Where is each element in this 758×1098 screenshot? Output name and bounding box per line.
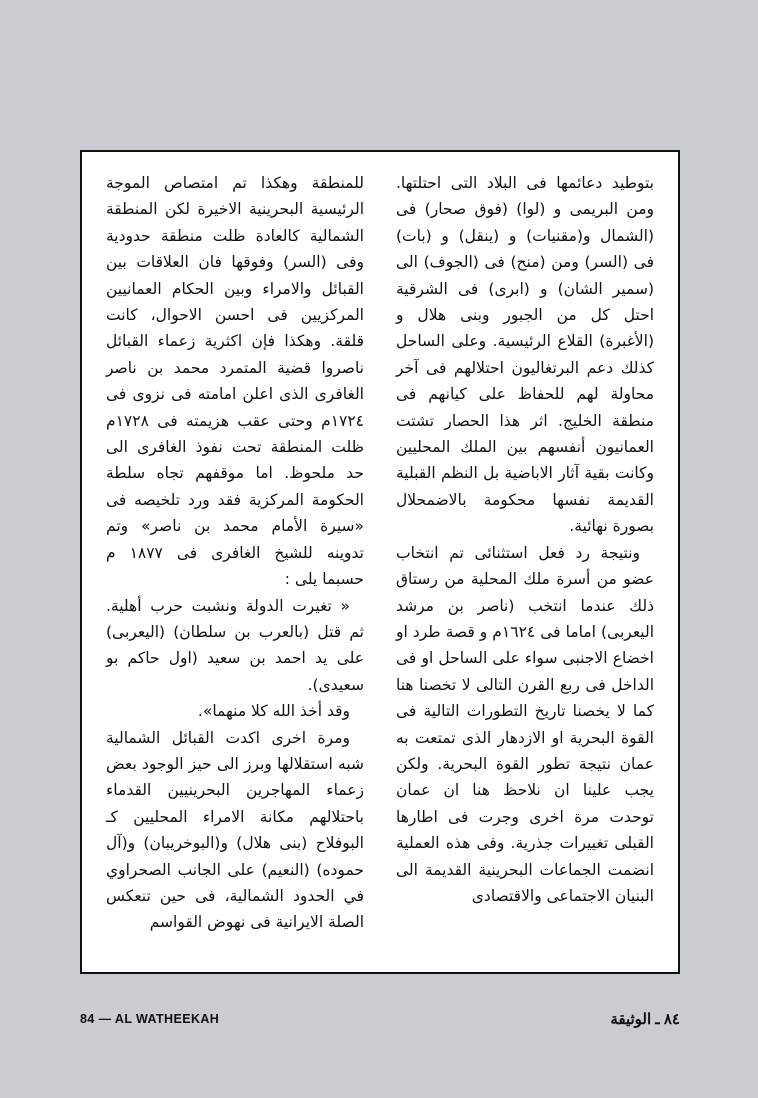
paragraph: بتوطيد دعائمها فى البلاد التى احتلتها. ومن البريمى و (لوا) (فوق صحار) فى (الشمال و(مقنيات) و (ينقل) و (بات) فى (السر) ومن (منح) فى (الجوف) الى (سمير الشان) و (ابرى) فى الشرقية احتل كل من الجبور وبنى هلال و (الأغبرة) القلاع الرئيسية. وعلى الساحل كذلك دعم البرتغاليون احتلالهم فى آخر محاولة لهم للحفاظ على كيانهم فى منطقة الخليج. اثر هذا الحصار تشتت العمانيون أنفسهم بين الملك المحليين وكانت بقية آثار الاباضية بل النظم القبلية القديمة نفسها محكومة بالاضمحلال بصورة نهائية. — [396, 174, 654, 536]
quote-paragraph: وقد أخذ الله كلا منهما». — [197, 702, 350, 721]
footer-page-number-latin: 84 — AL WATHEEKAH — [80, 1012, 220, 1026]
quote-paragraph: « تغيرت الدولة ونشبت حرب أهلية. ثم قتل (بالعرب بن سلطان) (اليعربى) على يد احمد بن سعيد (اول حاكم بو سعيدى). — [106, 596, 364, 694]
footer-page-number-arabic: ٨٤ ـ الوثيقة — [610, 1011, 680, 1028]
page-footer — [80, 1012, 680, 1032]
article-column-left — [106, 170, 364, 936]
paragraph: ونتيجة رد فعل استثنائى تم انتخاب عضو من أسرة ملك المحلية من رستاق ذلك عندما انتخب (ناصر بن مرشد اليعربى) اماما فى ١٦٢٤م و قصة طرد او اخضاع الاجنبى سواء على الساحل او فى الداخل فى ربع القرن التالى لا تخصنا هنا كما لا يخصنا تاريخ التطورات التالية فى القوة البحرية او الازدهار الذى تمتعت به عمان نتيجة تطور القوة البحرية. ولكن يجب علينا ان نلاحظ هنا ان عمان توحدت مرة اخرى وجرت فى اطارها القبلى تغييرات جذرية. وفى هذه العملية انضمت الجماعات البحرينية القديمة الى البنيان الاجتماعى والاقتصادى — [396, 543, 654, 905]
paragraph: ومرة اخرى اكدت القبائل الشمالية شبه استقلالها وبرز الى حيز الوجود بعض زعماء المهاجرين البحرينيين القدماء باحتلالهم مكانة الامراء المحليين كـ البوفلاح (بنى هلال) و(البوخريبان) و(آل حموده) (النعيم) على الجانب الصحراوي في الحدود الشمالية، فى حين تنعكس الصلة الايرانية فى نهوض القواسم — [106, 728, 364, 932]
article-column-right — [396, 170, 654, 909]
paragraph: للمنطقة وهكذا تم امتصاص الموجة الرئيسية البحرينية الاخيرة لكن المنطقة الشمالية كالعادة ظلت منطقة حدودية وفى (السر) وفوقها فان العلاقات بين القبائل والامراء وبين الحكام العمانيين المركزيين فى احسن الاحوال، كانت قلقة. وهكذا فإن اكثرية زعماء القبائل ناصروا قضية المتمرد محمد بن ناصر الغافرى الذى اعلن امامته فى نزوى فى ١٧٢٤م وحتى عقب هزيمته فى ١٧٢٨م ظلت المنطقة تحت نفوذ الغافرى الى حد ملحوظ. اما موقفهم تجاه سلطة الحكومة المركزية فقد ورد تلخيصه فى «سيرة الأمام محمد بن ناصر» وتم تدوينه للشيخ الغافرى فى ١٨٧٧ م حسبما يلى : — [106, 174, 364, 589]
article-panel — [80, 150, 680, 974]
